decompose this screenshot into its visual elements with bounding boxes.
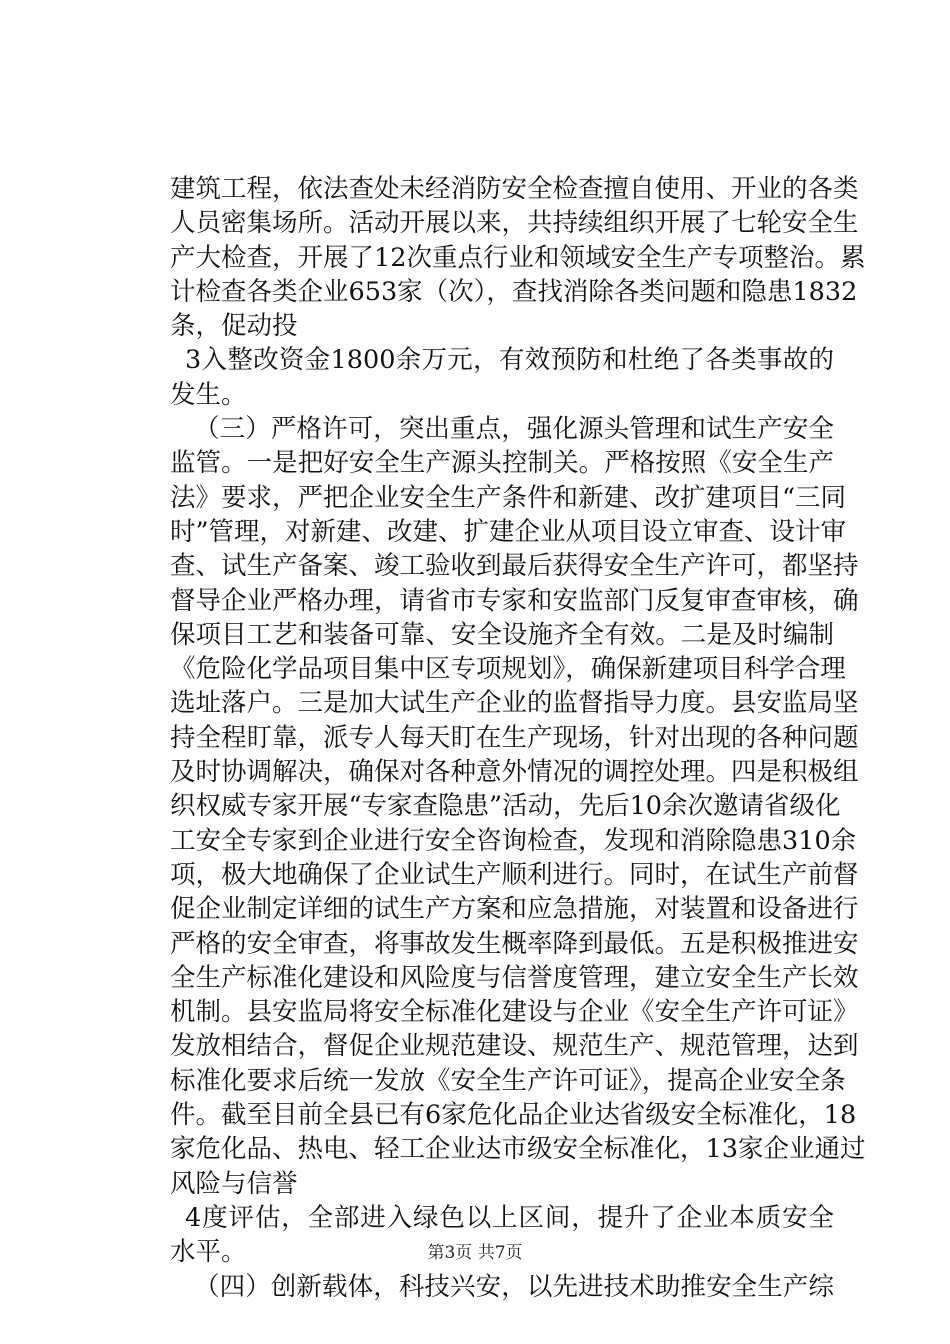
text-line: 3入整改资金1800余万元，有效预防和杜绝了各类事故的 <box>185 345 834 376</box>
text-line: 及时协调解决，确保对各种意外情况的调控处理。四是积极组 <box>170 757 859 788</box>
text-line: 促企业制定详细的试生产方案和应急措施，对装置和设备进行 <box>170 894 859 925</box>
text-line: 全生产标准化建设和风险度与信誉度管理，建立安全生产长效 <box>170 962 859 993</box>
text-line: 发放相结合，督促企业规范建设、规范生产、规范管理，达到 <box>170 1031 859 1062</box>
text-line: 工安全专家到企业进行安全咨询检查，发现和消除隐患310余 <box>170 825 857 856</box>
text-line: 机制。县安监局将安全标准化建设与企业《安全生产许可证》 <box>170 997 859 1028</box>
text-line: （四）创新载体，科技兴安，以先进技术助推安全生产综 <box>194 1271 834 1302</box>
text-line: 查、试生产备案、竣工验收到最后获得安全生产许可，都坚持 <box>170 551 859 582</box>
text-line: 发生。 <box>170 379 247 410</box>
text-line: 风险与信誉 <box>170 1168 298 1199</box>
text-line: 时”管理，对新建、改建、扩建企业从项目设立审查、设计审 <box>170 516 847 547</box>
text-line: 监管。一是把好安全生产源头控制关。严格按照《安全生产 <box>170 448 834 479</box>
text-line: 法》要求，严把企业安全生产条件和新建、改扩建项目“三同 <box>170 482 847 513</box>
text-line: 4度评估，全部进入绿色以上区间，提升了企业本质安全 <box>185 1202 834 1233</box>
text-line: 水平。 <box>170 1237 247 1268</box>
document-body <box>170 172 866 1304</box>
text-line: 项，极大地确保了企业试生产顺利进行。同时，在试生产前督 <box>170 859 859 890</box>
text-line: 建筑工程，依法查处未经消防安全检查擅自使用、开业的各类 <box>170 174 859 204</box>
text-line: 持全程盯靠，派专人每天盯在生产现场，针对出现的各种问题 <box>170 722 859 753</box>
text-line: 计检查各类企业653家（次），查找消除各类问题和隐患1832 <box>170 276 858 307</box>
text-line: 条，促动投 <box>170 311 298 342</box>
text-line: 产大检查，开展了12次重点行业和领域安全生产专项整治。累 <box>170 242 866 273</box>
text-line: 织权威专家开展“专家查隐患”活动，先后10余次邀请省级化 <box>170 791 841 822</box>
text-line: 严格的安全审查，将事故发生概率降到最低。五是积极推进安 <box>170 928 859 959</box>
text-line: 保项目工艺和装备可靠、安全设施齐全有效。二是及时编制 <box>170 619 834 650</box>
text-line: 家危化品、热电、轻工企业达市级安全标准化，13家企业通过 <box>170 1134 866 1165</box>
text-line: 督导企业严格办理，请省市专家和安监部门反复审查审核，确 <box>170 585 859 616</box>
page-number-footer: 第3页 共7页 <box>427 1243 523 1263</box>
text-line: 标准化要求后统一发放《安全生产许可证》，提高企业安全条 <box>170 1065 846 1096</box>
text-line: 件。截至目前全县已有6家危化品企业达省级安全标准化，18 <box>170 1100 857 1131</box>
text-line: 选址落户。三是加大试生产企业的监督指导力度。县安监局坚 <box>170 688 859 719</box>
text-line: （三）严格许可，突出重点，强化源头管理和试生产安全 <box>194 414 834 445</box>
text-line: 《危险化学品项目集中区专项规划》，确保新建项目科学合理 <box>170 654 846 685</box>
text-line: 人员密集场所。活动开展以来，共持续组织开展了七轮安全生 <box>170 208 859 239</box>
